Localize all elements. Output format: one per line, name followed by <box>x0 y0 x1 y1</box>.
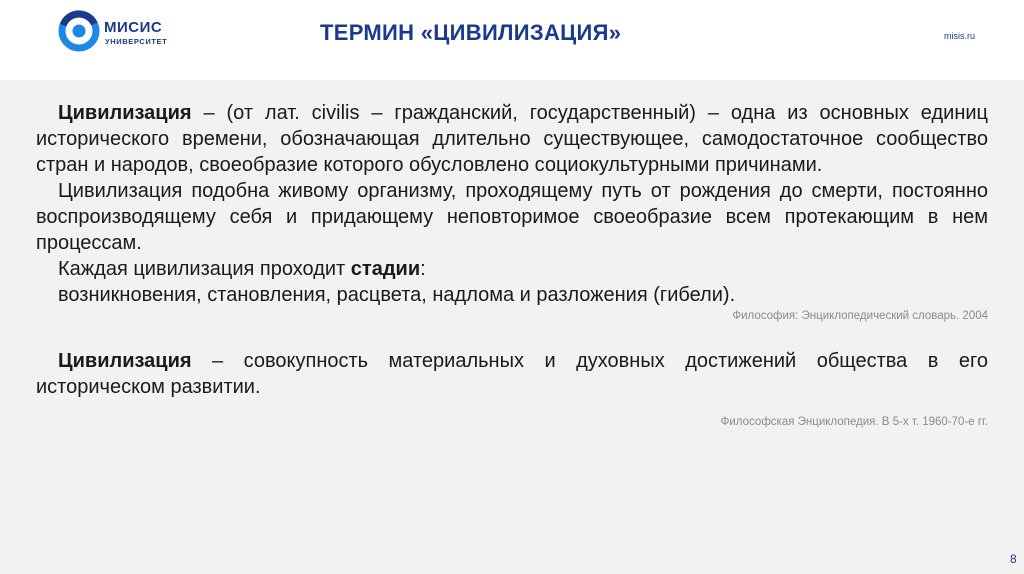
stages-term: стадии <box>350 258 421 280</box>
definition-1-term: Цивилизация <box>58 102 192 124</box>
slide-header <box>0 0 1024 80</box>
spacer <box>36 324 988 348</box>
logo-brand: МИСИС <box>104 19 163 36</box>
spacer <box>36 400 988 414</box>
source-citation-1: Философия: Энциклопедический словарь. 2004 <box>732 310 988 322</box>
body-text <box>36 100 988 430</box>
site-link[interactable]: misis.ru <box>944 31 975 41</box>
logo-subtitle: УНИВЕРСИТЕТ <box>105 37 168 46</box>
misis-logo <box>58 10 178 60</box>
definition-1 <box>36 100 988 178</box>
stages-colon: : <box>420 258 426 280</box>
paragraph-organism: Цивилизация подобна живому организму, проходящему путь от рождения до смерти, постоянно воспроизводящему себя и придающему неповторимое своеобразие всем протекающим в нем процессам. <box>36 180 988 254</box>
paragraph-stages-intro <box>36 256 988 282</box>
source-citation-2: Философская Энциклопедия. В 5-х т. 1960-70-е гг. <box>720 416 988 428</box>
definition-1-text: – (от лат. civilis – гражданский, государственный) – одна из основных единиц исторического времени, обозначающая длительно существующее, самодостаточное сообщество стран и народов, своеобразие которого обусловлено социокультурными причинами. <box>36 102 988 176</box>
stages-list: возникновения, становления, расцвета, надлома и разложения (гибели). <box>58 284 736 306</box>
page-title: ТЕРМИН «ЦИВИЛИЗАЦИЯ» <box>320 20 622 45</box>
definition-2 <box>36 348 988 400</box>
content-panel <box>0 80 1024 574</box>
definition-2-term: Цивилизация <box>58 350 192 372</box>
page-number: 8 <box>1010 552 1017 566</box>
misis-logo-icon <box>58 10 100 52</box>
stages-intro-text: Каждая цивилизация проходит <box>58 258 351 280</box>
definition-2-text: – совокупность материальных и духовных достижений общества в его историческом развитии. <box>36 350 988 398</box>
